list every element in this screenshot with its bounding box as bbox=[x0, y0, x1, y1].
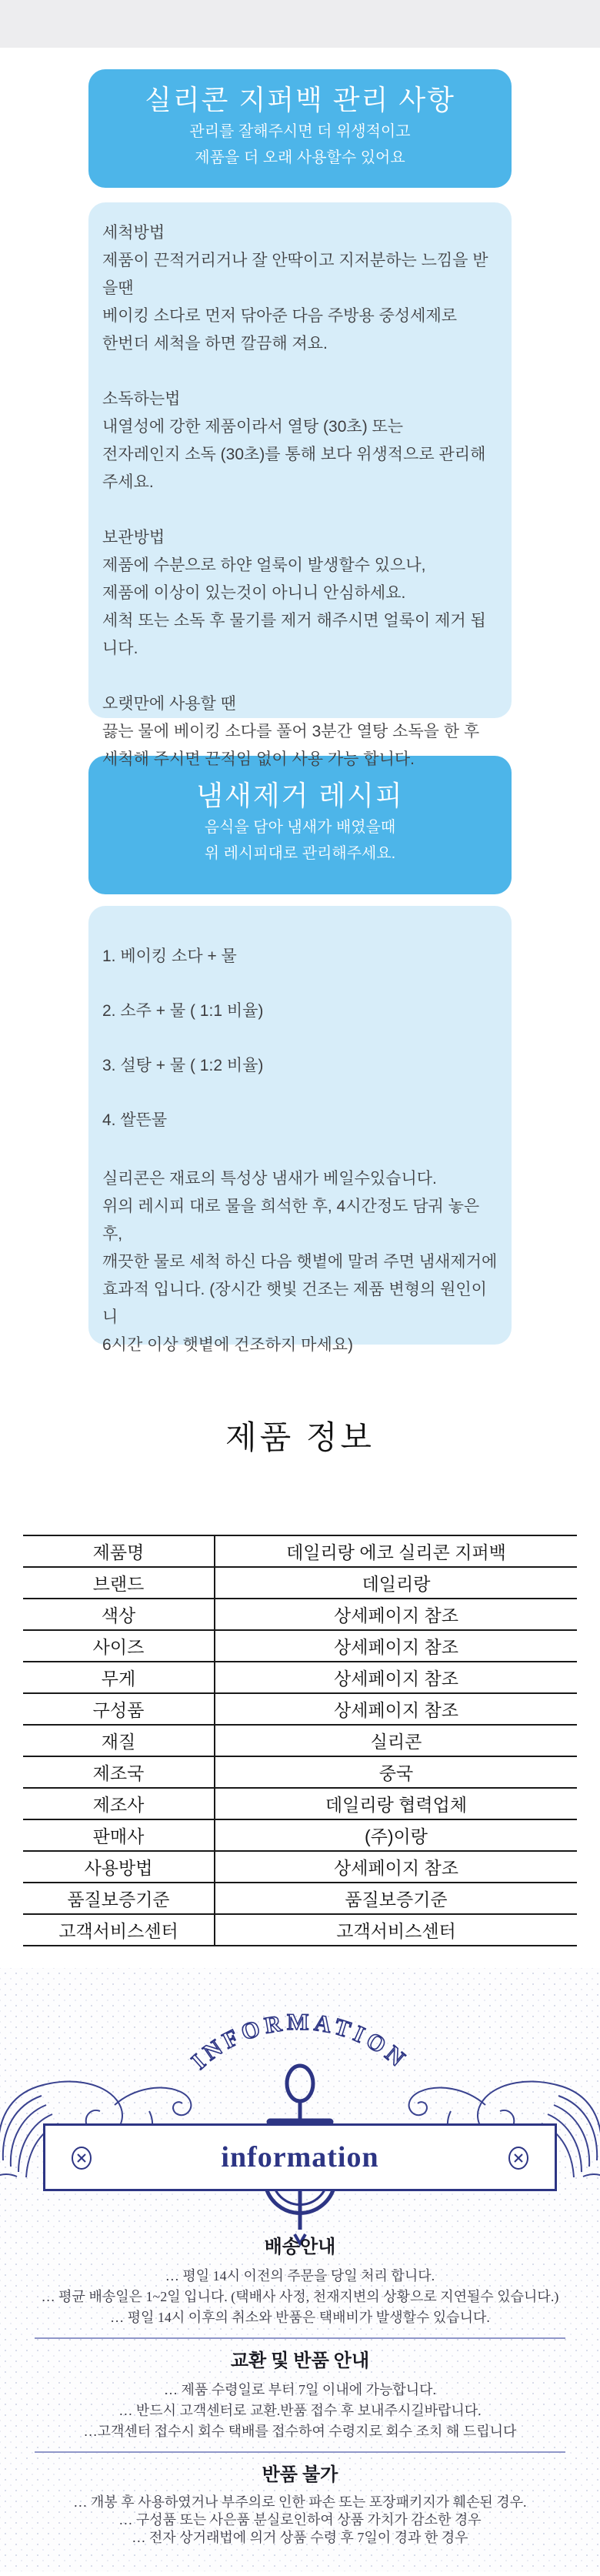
paragraph-heading: 소독하는법 bbox=[102, 390, 181, 408]
product-info-table bbox=[23, 1535, 577, 1946]
row-label: 브랜드 bbox=[23, 1567, 215, 1599]
paragraph-line: 내열성에 강한 제품이라서 열탕 (30초) 또는 bbox=[102, 418, 404, 436]
recipe-item: 2. 소주 + 물 ( 1:1 비율) bbox=[102, 1002, 264, 1020]
circle-x-icon bbox=[70, 2146, 93, 2174]
paragraph-line: 끓는 물에 베이킹 소다를 풀어 3분간 열탕 소독을 한 후 bbox=[102, 723, 480, 740]
circle-x-icon bbox=[507, 2146, 530, 2174]
table-row bbox=[23, 1599, 577, 1630]
odor-note bbox=[102, 1165, 498, 1359]
table-row bbox=[23, 1914, 577, 1946]
care-paragraph-disinfect bbox=[102, 386, 498, 496]
paragraph-line: 제품에 수분으로 하얀 얼룩이 발생할수 있으나, bbox=[102, 556, 426, 574]
note-line: 위의 레시피 대로 물을 희석한 후, 4시간정도 담궈 놓은 후, bbox=[102, 1198, 480, 1243]
paragraph-line: 베이킹 소다로 먼저 닦아준 다음 주방용 중성세제로 bbox=[102, 307, 458, 325]
row-label: 판매사 bbox=[23, 1819, 215, 1851]
care-paragraph-storage bbox=[102, 524, 498, 663]
row-value: 상세페이지 참조 bbox=[215, 1693, 577, 1725]
row-label: 제품명 bbox=[23, 1535, 215, 1567]
information-banner bbox=[43, 2123, 557, 2191]
paragraph-line: 한번더 세척을 하면 깔끔해 져요. bbox=[102, 335, 328, 352]
row-value: 실리콘 bbox=[215, 1725, 577, 1756]
row-value: 데일리랑 에코 실리콘 지퍼백 bbox=[215, 1535, 577, 1567]
note-line: 깨끗한 물로 세척 하신 다음 햇볕에 말려 주면 냄새제거에 bbox=[102, 1253, 498, 1271]
exchange-return-heading: 교환 및 반품 안내 bbox=[230, 2351, 370, 2371]
row-value: 데일리랑 bbox=[215, 1567, 577, 1599]
policy-line: … 평일 14시 이전의 주문을 당일 처리 합니다. bbox=[165, 2268, 435, 2284]
care-subtitle-line: 제품을 더 오래 사용할수 있어요 bbox=[195, 149, 405, 166]
paragraph-line: 전자레인지 소독 (30초)를 통해 보다 위생적으로 관리해주세요. bbox=[102, 446, 486, 491]
row-value: 상세페이지 참조 bbox=[215, 1662, 577, 1693]
row-value: 데일리랑 협력업체 bbox=[215, 1788, 577, 1819]
policy-line: …고객센터 접수시 회수 택배를 접수하여 수령지로 회수 조치 해 드립니다 bbox=[83, 2424, 517, 2439]
row-label: 고객서비스센터 bbox=[23, 1914, 215, 1946]
product-info-section bbox=[0, 1418, 600, 1946]
information-banner-title: information bbox=[221, 2141, 379, 2173]
note-line: 6시간 이상 햇볕에 건조하지 마세요) bbox=[102, 1336, 354, 1354]
paragraph-heading: 보관방법 bbox=[102, 529, 165, 546]
care-subtitle-line: 관리를 잘해주시면 더 위생적이고 bbox=[189, 123, 411, 140]
care-header-card bbox=[88, 69, 512, 188]
row-label: 사이즈 bbox=[23, 1630, 215, 1662]
table-row bbox=[23, 1756, 577, 1788]
top-spacer-bar bbox=[0, 0, 600, 48]
row-label: 품질보증기준 bbox=[23, 1883, 215, 1914]
table-row bbox=[23, 1630, 577, 1662]
note-line: 실리콘은 재료의 특성상 냄새가 베일수있습니다. bbox=[102, 1170, 437, 1188]
care-section bbox=[0, 69, 600, 768]
row-label: 색상 bbox=[23, 1599, 215, 1630]
row-label: 재질 bbox=[23, 1725, 215, 1756]
row-value: 상세페이지 참조 bbox=[215, 1851, 577, 1883]
table-row bbox=[23, 1819, 577, 1851]
row-value: 상세페이지 참조 bbox=[215, 1630, 577, 1662]
row-label: 사용방법 bbox=[23, 1851, 215, 1883]
row-label: 제조국 bbox=[23, 1756, 215, 1788]
exchange-return-section bbox=[0, 2350, 600, 2442]
shipping-section bbox=[0, 2236, 600, 2328]
policy-text bbox=[0, 2236, 600, 2571]
recipe-item: 1. 베이킹 소다 + 물 bbox=[102, 947, 237, 965]
odor-header-card bbox=[88, 756, 512, 894]
odor-title: 냄새제거 레시피 bbox=[196, 780, 404, 811]
shipping-heading: 배송안내 bbox=[264, 2237, 336, 2257]
table-row bbox=[23, 1788, 577, 1819]
policy-footnote bbox=[0, 2570, 600, 2571]
table-row bbox=[23, 1725, 577, 1756]
note-line: 효과적 입니다. (장시간 햇빛 건조는 제품 변형의 원인이니 bbox=[102, 1281, 487, 1326]
paragraph-line: 제품이 끈적거리거나 잘 안딱이고 지저분하는 느낌을 받을땐 bbox=[102, 252, 488, 297]
policy-line: … 제품 수령일로 부터 7일 이내에 가능합니다. bbox=[163, 2382, 437, 2397]
svg-text:INFORMATION: INFORMATION bbox=[186, 2009, 413, 2075]
paragraph-line: 제품에 이상이 있는것이 아니니 안심하세요. bbox=[102, 584, 406, 602]
information-section bbox=[0, 1968, 600, 2571]
row-label: 구성품 bbox=[23, 1693, 215, 1725]
policy-line: … 평일 14시 이후의 취소와 반품은 택배비가 발생할수 있습니다. bbox=[110, 2310, 490, 2325]
care-title: 실리콘 지퍼백 관리 사항 bbox=[145, 84, 455, 115]
section-divider bbox=[35, 2451, 565, 2453]
paragraph-line: 세척 또는 소독 후 물기를 제거 해주시면 얼룩이 제거 됩니다. bbox=[102, 612, 486, 657]
policy-line: … 평균 배송일은 1~2일 입니다. (택배사 사정, 천재지변의 상황으로 지연될수 있습니다.) bbox=[41, 2289, 559, 2304]
care-body-card bbox=[88, 202, 512, 768]
table-row bbox=[23, 1883, 577, 1914]
row-value: 품질보증기준 bbox=[215, 1883, 577, 1914]
policy-line: … 개봉 후 사용하였거나 부주의로 인한 파손 또는 포장패키지가 훼손된 경우. bbox=[73, 2494, 527, 2510]
table-row bbox=[23, 1662, 577, 1693]
odor-subtitle-line: 위 레시피대로 관리해주세요. bbox=[204, 845, 396, 862]
table-row bbox=[23, 1567, 577, 1599]
no-return-heading: 반품 불가 bbox=[262, 2465, 338, 2485]
row-label: 무게 bbox=[23, 1662, 215, 1693]
row-value: 중국 bbox=[215, 1756, 577, 1788]
recipe-item: 4. 쌀뜬물 bbox=[102, 1111, 168, 1129]
table-row bbox=[23, 1851, 577, 1883]
row-label: 제조사 bbox=[23, 1788, 215, 1819]
no-return-section bbox=[0, 2464, 600, 2547]
paragraph-heading: 세척방법 bbox=[102, 224, 165, 242]
paragraph-heading: 오랫만에 사용할 땐 bbox=[102, 695, 236, 713]
policy-line: … 반드시 고객센터로 교환.반품 접수 후 보내주시길바랍니다. bbox=[118, 2403, 482, 2418]
section-divider bbox=[35, 2337, 565, 2339]
table-row bbox=[23, 1693, 577, 1725]
odor-subtitle-line: 음식을 담아 냄새가 배였을때 bbox=[204, 819, 396, 836]
care-paragraph-washing bbox=[102, 219, 498, 358]
odor-section bbox=[0, 756, 600, 1354]
odor-body-card bbox=[88, 906, 512, 1354]
row-value: (주)이랑 bbox=[215, 1819, 577, 1851]
policy-line: … 전자 상거래법에 의거 상품 수령 후 7일이 경과 한 경우 bbox=[132, 2530, 468, 2545]
information-arc-title bbox=[138, 1997, 462, 2093]
recipe-item: 3. 설탕 + 물 ( 1:2 비율) bbox=[102, 1057, 264, 1074]
paragraph-line: 세척해 주시면 끈적임 없이 사용 가능 합니다. bbox=[102, 750, 415, 768]
product-info-title: 제품 정보 bbox=[225, 1419, 375, 1455]
row-value: 고객서비스센터 bbox=[215, 1914, 577, 1946]
table-row bbox=[23, 1535, 577, 1567]
row-value: 상세페이지 참조 bbox=[215, 1599, 577, 1630]
policy-line: … 구성품 또는 사은품 분실로인하여 상품 가치가 감소한 경우 bbox=[118, 2512, 482, 2528]
